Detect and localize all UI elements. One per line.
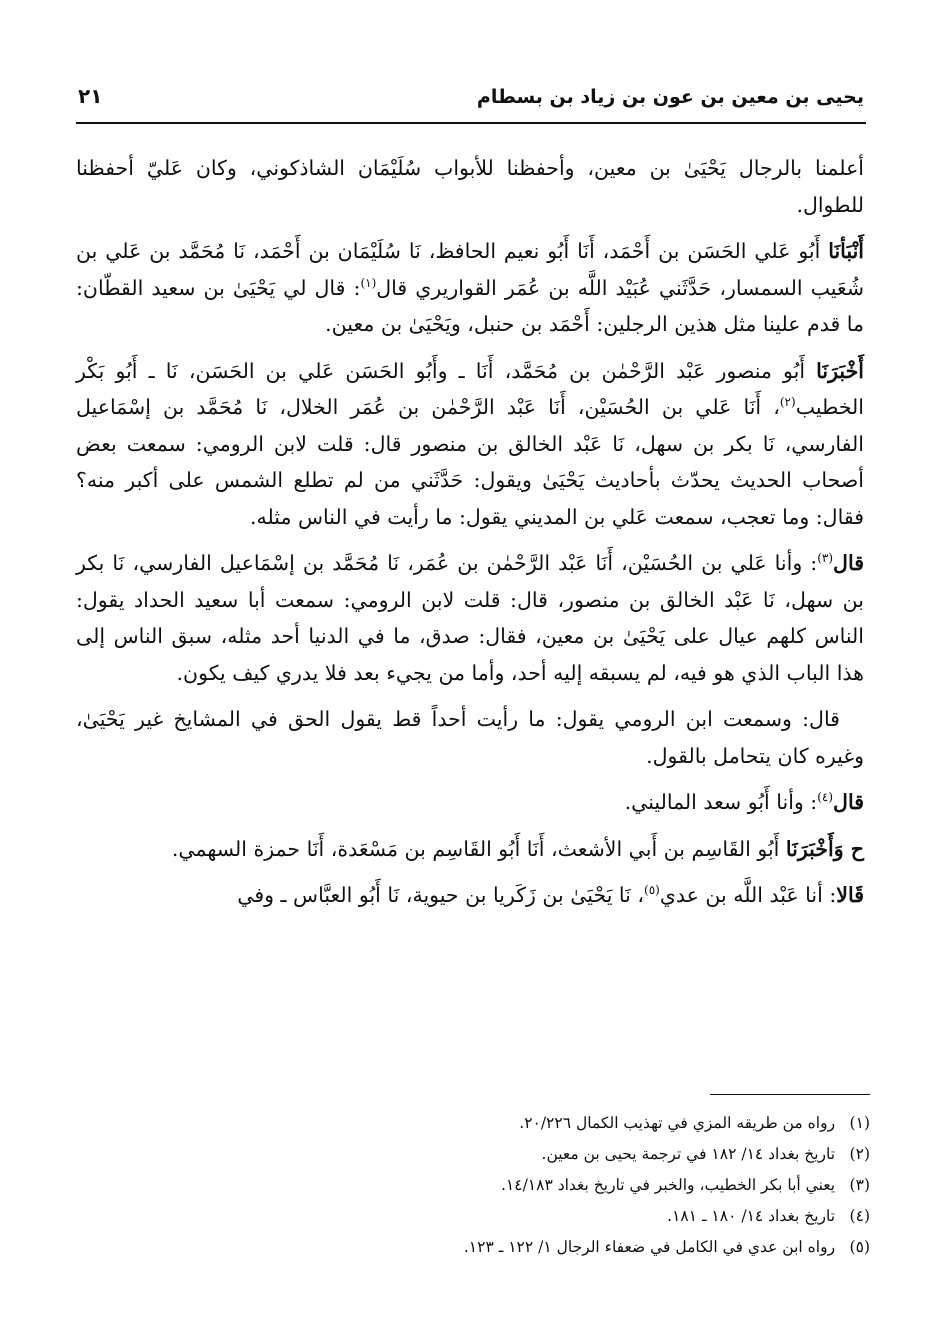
footnote-text: يعني أبا بكر الخطيب، والخبر في تاريخ بغداد ١٤/١٨٣. (500, 1176, 836, 1194)
paragraph-text: أَبُو القَاسِم بن أَبي الأشعث، أَنَا أَبُو القَاسِم بن مَسْعَدة، أَنَا حمزة السهمي. (171, 836, 786, 861)
isnad-lead: أَخْبَرَنَا (816, 358, 864, 383)
paragraph-6 (76, 784, 864, 821)
footnote-ref-3[interactable]: (٣) (817, 551, 834, 566)
paragraph-text: : وأنا أَبُو سعد الماليني. (624, 790, 818, 814)
footnote-ref-4[interactable]: (٤) (817, 790, 834, 805)
footnote-text: تاريخ بغداد ١٤/ ١٨٠ ـ ١٨١. (667, 1207, 836, 1225)
paragraph-7 (76, 831, 864, 868)
footnote-number: (٤) (849, 1207, 870, 1225)
footnote-number: (٣) (849, 1176, 870, 1194)
footnote-number: (٥) (849, 1238, 870, 1256)
isnad-lead: أَنْبَأنَا (828, 239, 864, 263)
running-title: يحيى بن معين بن عون بن زياد بن بسطام (476, 86, 864, 108)
paragraph-text-tail: ، أَنَا عَلي بن الحُسَيْن، أَنَا عَبْد الرَّحْمٰن بن عُمَر الخلال، نَا مُحَمَّد بن إسْمَاعيل الفارسي، نَا بكر بن سهل، نَا عَبْد الخالق بن منصور قال: قلت لابن الرومي: سمعت بعض أصحاب الحديث يحدّث بأحاديث يَحْيَىٰ ويقول: حَدَّثَني من لم تطلع الشمس على أكبر منه؟ فقال: وما تعجب، سمعت عَلي بن المديني يقول: ما رأيت في الناس مثله. (76, 395, 864, 529)
footnote-number: (١) (849, 1114, 870, 1132)
paragraph-3 (76, 353, 864, 536)
page-header (78, 80, 864, 120)
footnote-item (120, 1139, 870, 1170)
footnote-number: (٢) (849, 1145, 870, 1163)
isnad-lead: قَالا (836, 883, 864, 907)
main-text (76, 150, 864, 924)
isnad-lead: ح وَأَخْبَرَنَا (785, 836, 864, 861)
paragraph-1 (76, 150, 864, 223)
paragraph-5 (76, 701, 864, 774)
paragraph-4 (76, 545, 864, 691)
paragraph-text: أَبُو منصور عَبْد الرَّحْمٰن بن مُحَمَّد، أَنَا ـ وأَبُو الحَسَن عَلي بن الحَسَن، نَا ـ أَبُو بَكْر الخطيب (76, 358, 864, 419)
paragraph-8 (76, 877, 864, 914)
footnote-separator (710, 1094, 870, 1095)
footnote-item (120, 1170, 870, 1201)
paragraph-text: قال: وسمعت ابن الرومي يقول: ما رأيت أحداً قط يقول الحق في المشايخ غير يَحْيَىٰ، وغيره كان يتحامل بالقول. (76, 707, 864, 768)
footnote-ref-2[interactable]: (٢) (779, 395, 796, 410)
page-number: ٢١ (78, 84, 103, 108)
paragraph-text-tail: : قال لي يَحْيَىٰ بن سعيد القطّان: ما قدم علينا مثل هذين الرجلين: أَحْمَد بن حنبل، ويَحْيَىٰ بن معين. (76, 275, 864, 336)
paragraph-text-tail: ، نَا يَحْيَىٰ بن زَكَريا بن حيوية، نَا أَبُو العبَّاس ـ وفي (237, 883, 645, 907)
footnote-item (120, 1232, 870, 1263)
isnad-lead: قال (833, 790, 864, 814)
footnote-ref-1[interactable]: (١) (360, 275, 377, 290)
paragraph-text: أعلمنا بالرجال يَحْيَىٰ بن معين، وأحفظنا للأبواب سُلَيْمَان الشاذكوني، وكان عَليّ أحفظنا للطوال. (76, 156, 864, 217)
paragraph-2 (76, 233, 864, 343)
paragraph-text: : أنا عَبْد اللَّه بن عدي (659, 883, 837, 907)
footnote-text: رواه ابن عدي في الكامل في ضعفاء الرجال ١/ ١٢٢ ـ ١٢٣. (463, 1238, 836, 1256)
footnotes (120, 1108, 870, 1263)
footnote-ref-5[interactable]: (٥) (644, 883, 660, 898)
footnote-text: تاريخ بغداد ١٤/ ١٨٢ في ترجمة يحيى بن معين. (541, 1145, 836, 1163)
footnote-item (120, 1201, 870, 1232)
header-rule (76, 122, 866, 124)
footnote-text: رواه من طريقه المزي في تهذيب الكمال ٢٠/٢٢٦. (519, 1114, 836, 1132)
paragraph-text: أَبُو عَلي الحَسَن بن أَحْمَد، أَنَا أَبُو نعيم الحافظ، نَا سُلَيْمَان بن أَحْمَد، نَا مُحَمَّد بن عَلي بن شُعَيب السمسار، حَدَّثَني عُبَيْد اللَّه بن عُمَر القواريري قال (76, 239, 864, 300)
isnad-lead: قال (833, 551, 864, 575)
paragraph-text: : وأنا عَلي بن الحُسَيْن، أَنَا عَبْد الرَّحْمٰن بن عُمَر، نَا مُحَمَّد بن إسْمَاعيل الفارسي، نَا بكر بن سهل، نَا عَبْد الخالق بن منصور، قال: قلت لابن الرومي: سمعت أبا سعيد الحداد يقول: الناس كلهم عيال على يَحْيَىٰ بن معين، فقال: صدق، ما في الدنيا أحد مثله، سبق الناس إلى هذا الباب الذي هو فيه، لم يسبقه إليه أحد، وأما من يجيء بعد فلا يدري كيف يكون. (76, 551, 864, 685)
footnote-item (120, 1108, 870, 1139)
